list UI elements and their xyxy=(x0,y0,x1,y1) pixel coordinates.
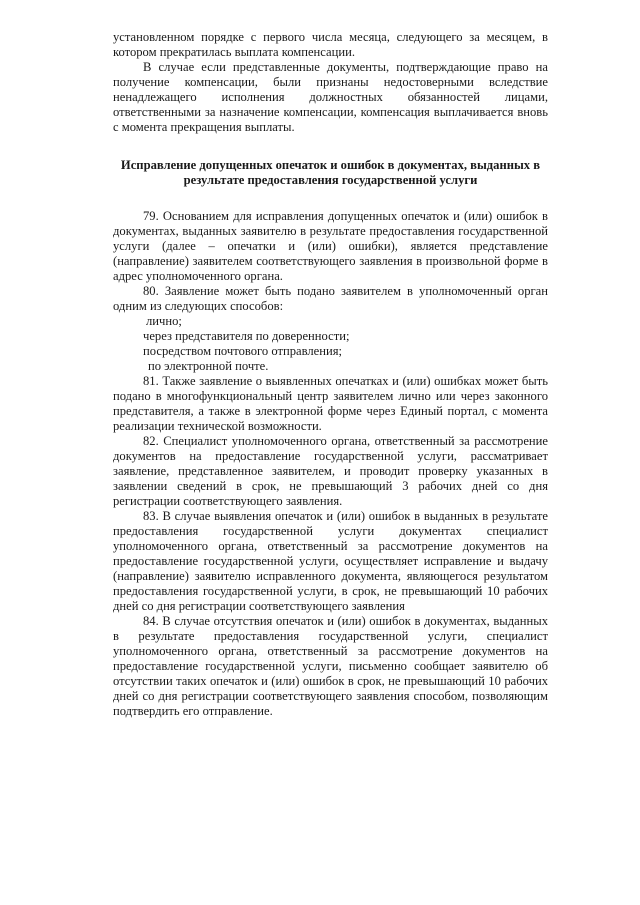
intro-paragraph-invalid-documents: В случае если представленные документы, подтверждающие право на получение компенсации, были признаны недостоверными вследствие ненадлежащего исполнения должностных обязанностей лицами, ответственными за назначение компенсации, компенсация выплачивается вновь с момента прекращения выплаты. xyxy=(113,60,548,134)
document-page xyxy=(113,30,548,719)
submission-method-email: по электронной почте. xyxy=(148,359,269,373)
section-heading: Исправление допущенных опечаток и ошибок в документах, выданных в результате предоставления государственной услуги xyxy=(120,158,541,187)
submission-method-postal: посредством почтового отправления; xyxy=(143,344,343,358)
paragraph-80: 80. Заявление может быть подано заявителем в уполномоченный орган одним из следующих способов: xyxy=(113,284,548,313)
paragraph-82: 82. Специалист уполномоченного органа, ответственный за рассмотрение документов на предоставление государственной услуги, рассматривает заявление, представленное заявителем, и проводит проверку указанных в заявлении сведений в срок, не превышающий 3 рабочих дней со дня регистрации соответствующего заявления. xyxy=(113,434,548,508)
paragraph-81: 81. Также заявление о выявленных опечатках и (или) ошибках может быть подано в многофункциональный центр заявителем лично или через законного представителя, а также в электронной форме через Единый портал, с момента реализации технической возможности. xyxy=(113,374,548,433)
submission-method-representative: через представителя по доверенности; xyxy=(143,329,350,343)
paragraph-83: 83. В случае выявления опечаток и (или) ошибок в выданных в результате предоставления государственной услуги документах специалист уполномоченного органа, ответственный за рассмотрение документов на предоставление государственной услуги, осуществляет исправление и выдачу (направление) заявителю исправленного документа, являющегося результатом предоставления государственной услуги, в срок, не превышающий 10 рабочих дней со дня регистрации соответствующего заявления xyxy=(113,509,548,613)
submission-method-in-person: лично; xyxy=(146,314,182,328)
intro-paragraph-continuation: установленном порядке с первого числа месяца, следующего за месяцем, в котором прекратилась выплата компенсации. xyxy=(113,30,548,59)
paragraph-84: 84. В случае отсутствия опечаток и (или) ошибок в документах, выданных в результате предоставления государственной услуги, специалист уполномоченного органа, ответственный за рассмотрение документов на предоставление государственной услуги, письменно сообщает заявителю об отсутствии таких опечаток и (или) ошибок в срок, не превышающий 10 рабочих дней со дня регистрации соответствующего заявления способом, позволяющим подтвердить его отправление. xyxy=(113,614,548,718)
paragraph-79: 79. Основанием для исправления допущенных опечаток и (или) ошибок в документах, выданных заявителю в результате предоставления государственной услуги (далее – опечатки и (или) ошибки), является представление (направление) заявителем соответствующего заявления в произвольной форме в адрес уполномоченного органа. xyxy=(113,209,548,283)
